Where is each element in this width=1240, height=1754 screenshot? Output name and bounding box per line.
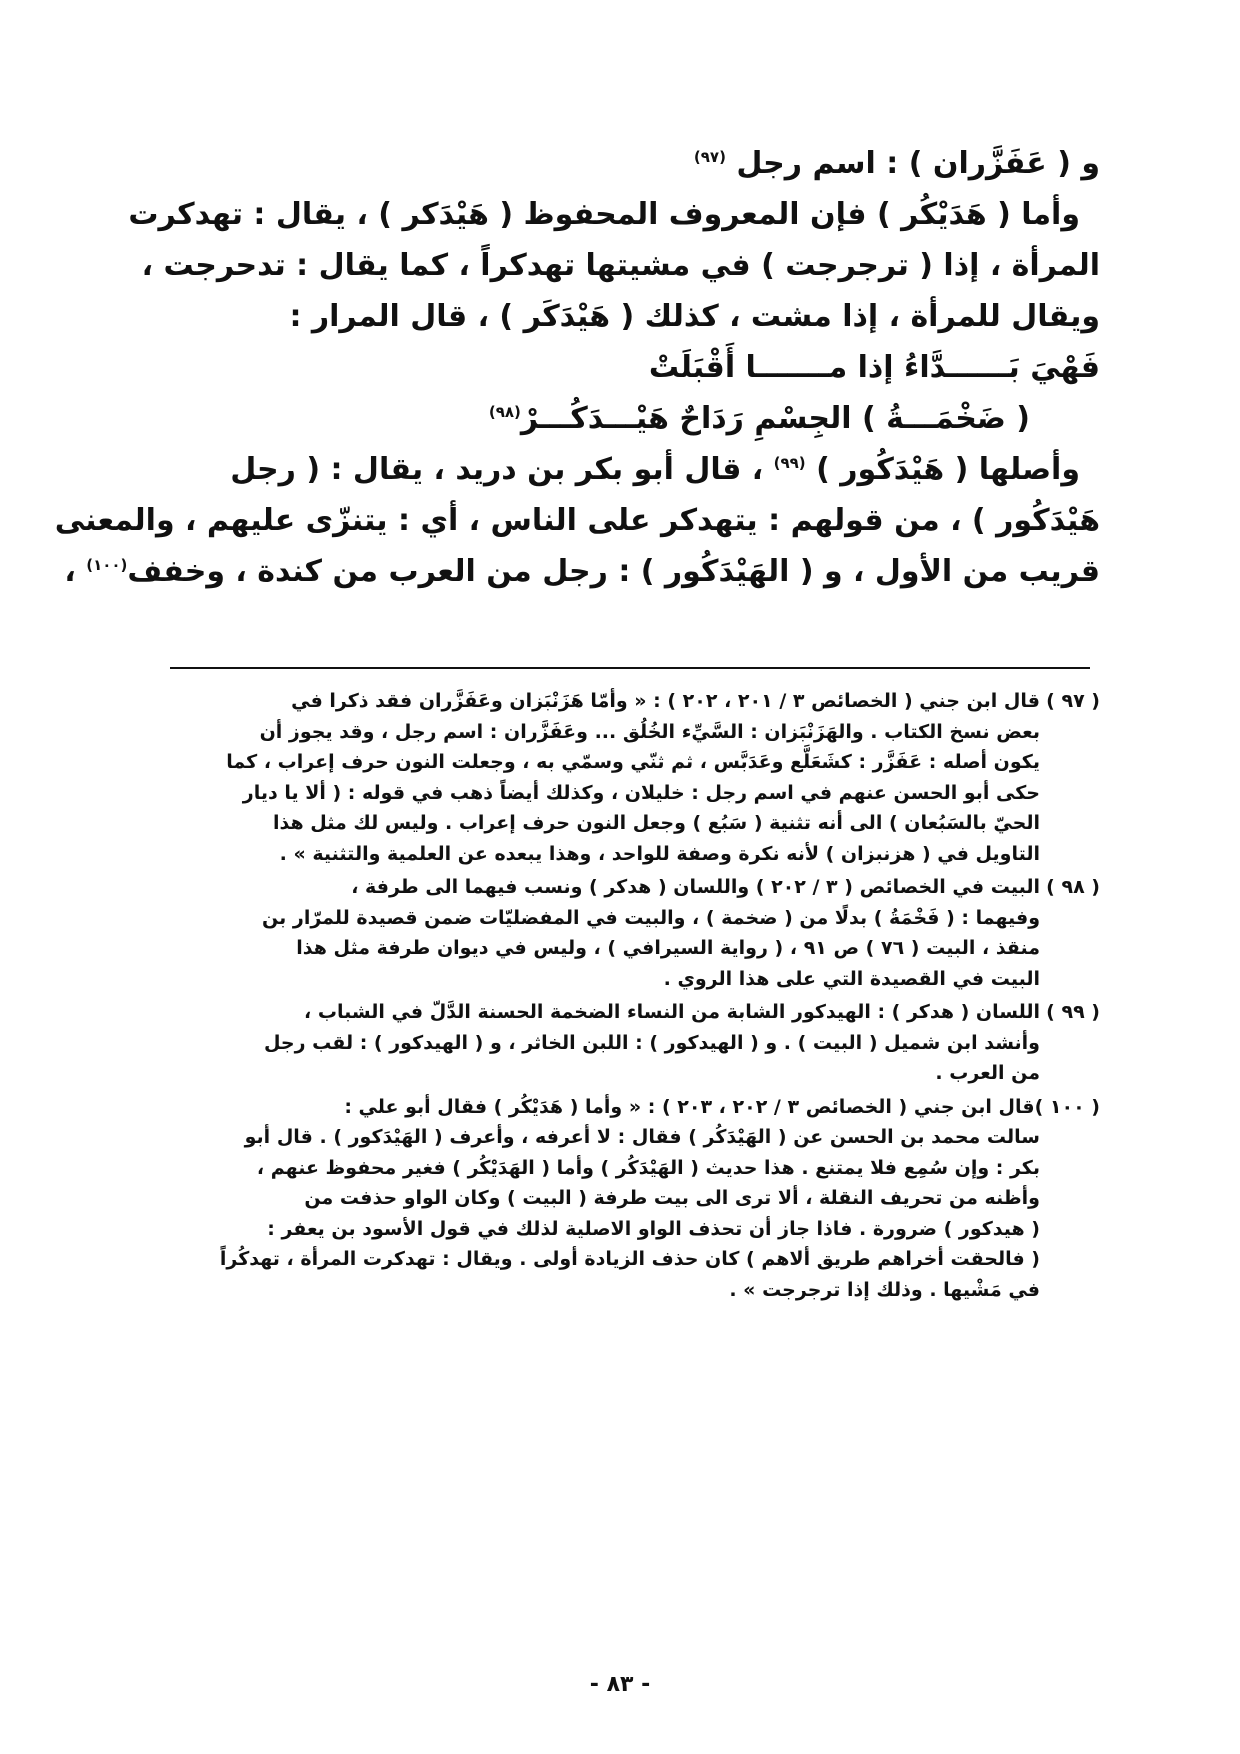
footnote-line: وفيهما : ( فَخْمَةُ ) بدلًا من ( ضخمة ) ، والبيت في المفضليّات ضمن قصيدة للمرّار بن (262, 906, 1040, 929)
footnote-ref-98: (٩٨) (488, 403, 521, 421)
footnote-divider (170, 667, 1090, 669)
footnote-number: ( ٩٨ ) (1046, 876, 1100, 898)
footnote-ref-99: (٩٩) (773, 454, 806, 472)
footnote-line: من العرب . (935, 1062, 1040, 1084)
main-line-7b: ، (64, 554, 87, 589)
footnote-ref-100: (١٠٠) (86, 556, 128, 574)
footnote-100 (140, 1092, 1100, 1306)
footnote-98 (140, 872, 1100, 994)
main-line-1-text: و ( عَفَزَّران ) : اسم رجل (725, 146, 1100, 181)
main-line-2: وأما ( هَدَيْكُر ) فإن المعروف المحفوظ ( هَيْدَكر ) ، يقال : تهدكرت (128, 197, 1080, 232)
footnote-97 (140, 686, 1100, 869)
footnote-line: قال ابن جني ( الخصائص ٣ / ٢٠١ ، ٢٠٢ ) : « وأمّا هَزَنْبَزان وعَفَزَّران فقد ذكرا في (291, 690, 1040, 712)
footnote-line: بكر : وإن سُمِع فلا يمتنع . هذا حديث ( الهَيْدَكُر ) وأما ( الهَدَيْكُر ) فغير محفوظ عنهم ، (256, 1156, 1040, 1179)
footnote-line: البيت في القصيدة التي على هذا الروي . (663, 967, 1040, 990)
footnote-line: وأظنه من تحريف النقلة ، ألا ترى الى بيت طرفة ( البيت ) وكان الواو حذفت من (304, 1187, 1040, 1209)
main-line-5a: وأصلها ( هَيْدَكُور ) (805, 452, 1080, 487)
verse-line-2 (160, 393, 1100, 444)
main-line-6: هَيْدَكُور ) ، من قولهم : يتهدكر على الناس ، أي : يتنزّى عليهم ، والمعنى (54, 503, 1100, 538)
main-line-3: المرأة ، إذا ( ترجرجت ) في مشيتها تهدكراً ، كما يقال : تدحرجت ، (141, 248, 1100, 283)
footnote-line: سالت محمد بن الحسن عن ( الهَيْدَكُر ) فقال : لا أعرفه ، وأعرف ( الهَيْدَكور ) . قال أبو (244, 1126, 1040, 1148)
footnote-line: في مَشْيها . وذلك إذا ترجرجت » . (729, 1278, 1040, 1301)
page-number: - ٨٣ - (589, 1672, 651, 1697)
main-line-7 (64, 546, 1100, 597)
footnote-line: ( فالحقت أخراهم طريق ألاهم ) كان حذف الزيادة أولى . ويقال : تهدكرت المرأة ، تهدكُراً (219, 1248, 1040, 1270)
footnote-99 (140, 997, 1100, 1089)
footnote-line: بعض نسخ الكتاب . والهَزَنْبَزان : السَّيِّء الخُلُق ... وعَفَزَّران : اسم رجل ، وقد يجوز أن (259, 720, 1040, 743)
footnotes-block (140, 686, 1100, 1308)
main-line-5 (160, 444, 1100, 495)
footnote-line: وأنشد ابن شميل ( البيت ) . و ( الهيدكور ) : اللبن الخاثر ، و ( الهيدكور ) : لقب رجل (263, 1031, 1040, 1054)
footnote-line: اللسان ( هدكر ) : الهيدكور الشابة من النساء الضخمة الحسنة الدَّلّ في الشباب ، (304, 1001, 1040, 1023)
footnote-line: منقذ ، البيت ( ٧٦ ) ص ٩١ ، ( رواية السيرافي ) ، وليس في ديوان طرفة مثل هذا (296, 937, 1040, 959)
footnote-line: قال ابن جني ( الخصائص ٣ / ٢٠٢ ، ٢٠٣ ) : « وأما ( هَدَيْكُر ) فقال أبو علي : (344, 1095, 1035, 1118)
footnote-line: التاويل في ( هزنبزان ) لأنه نكرة وصفة للواحد ، وهذا يبعده عن العلمية والتثنية » . (279, 842, 1040, 865)
main-line-4: ويقال للمرأة ، إذا مشت ، كذلك ( هَيْدَكَر ) ، قال المرار : (289, 299, 1100, 334)
verse-line-1: فَهْيَ بَــــــدَّاءُ إذا مـــــــا أَقْبَلَتْ (648, 350, 1100, 385)
main-line-1 (160, 138, 1100, 189)
main-line-5b: ، قال أبو بكر بن دريد ، يقال : ( رجل (230, 452, 774, 487)
footnote-line: ( هيدكور ) ضرورة . فاذا جاز أن تحذف الواو الاصلية لذلك في قول الأسود بن يعفر : (267, 1217, 1040, 1240)
footnote-number: ( ٩٩ ) (1046, 1001, 1100, 1023)
main-text-block (54, 138, 1100, 597)
footnote-ref-97: (٩٧) (693, 148, 726, 166)
footnote-number: ( ٩٧ ) (1046, 690, 1100, 712)
footnote-line: حكى أبو الحسن عنهم في اسم رجل : خليلان ، وكذلك أيضاً ذهب في قوله : ( ألا يا ديار (242, 781, 1040, 804)
verse-line-2-text: ( ضَخْمَـــةُ ) الجِسْمِ رَدَاحٌ هَيْـــدَكُـــرْ (520, 401, 1030, 436)
footnote-number: ( ١٠٠ ) (1034, 1095, 1100, 1118)
footnote-line: الحيّ بالسَبُعان ) الى أنه تثنية ( سَبُع ) وجعل النون حرف إعراب . وليس لك مثل هذا (273, 812, 1040, 834)
footnote-line: البيت في الخصائص ( ٣ / ٢٠٢ ) واللسان ( هدكر ) ونسب فيهما الى طرفة ، (351, 876, 1040, 898)
footnote-line: يكون أصله : عَفَزَّر : كشَعَلَّع وعَدَبَّس ، ثم ثنّي وسمّي به ، وجعلت النون حرف إعراب ، كما (226, 751, 1040, 773)
main-line-7a: قريب من الأول ، و ( الهَيْدَكُور ) : رجل من العرب من كندة ، وخفف (127, 554, 1100, 589)
